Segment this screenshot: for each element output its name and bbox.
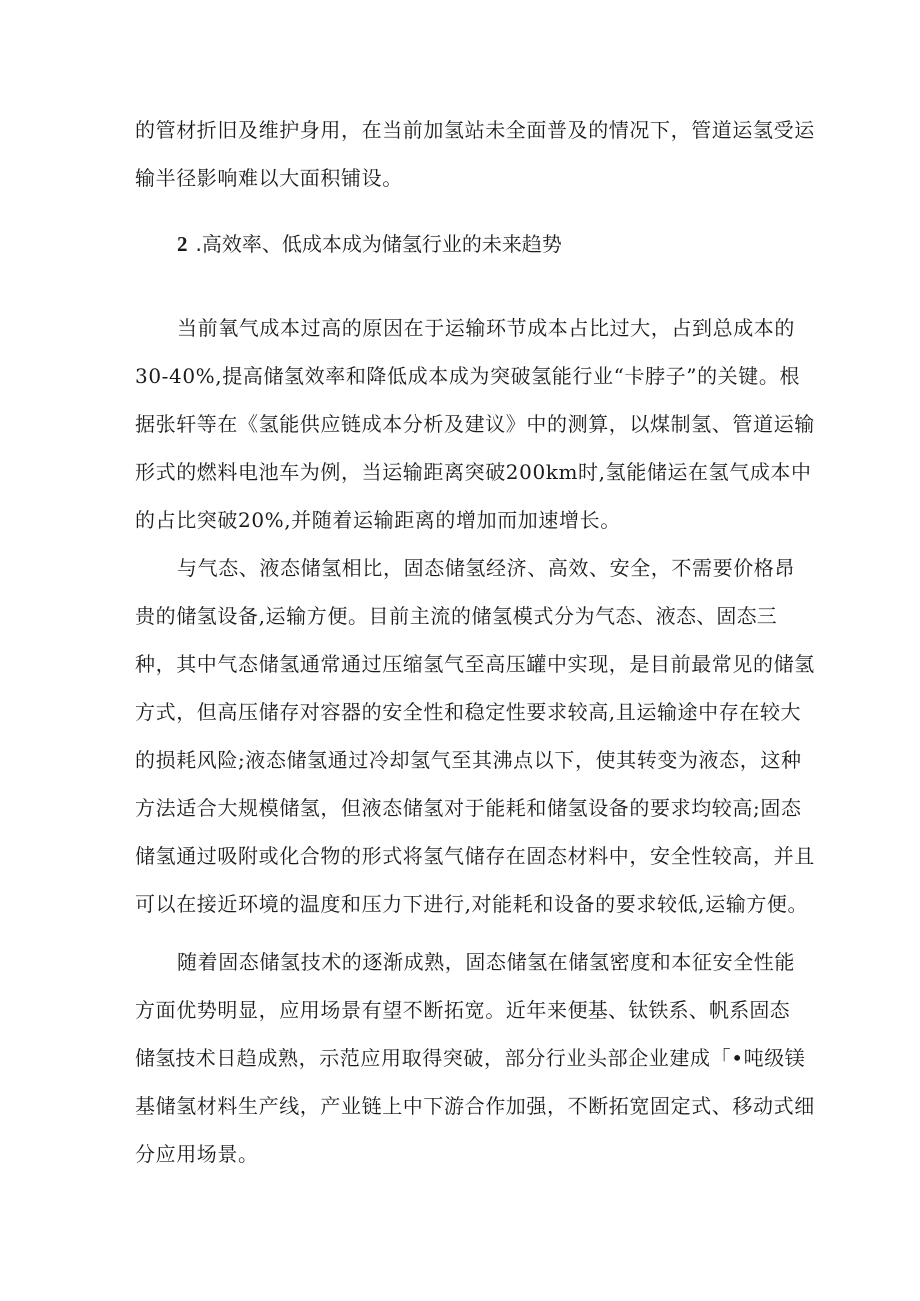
paragraph-line [135, 592, 795, 640]
emphasis-storage-modes: 气态、液态、固态 [595, 604, 757, 628]
text-run: 术日趋成熟，示范应用取得突破，部分行业头部企业建成「•吨级镁 [195, 1046, 806, 1070]
paragraph-line: 种，其中气态储氢通常通过压缩氢气至高压罐中实现，是目前最常见的储氢 [135, 652, 815, 676]
section-title: .高效率、低成本成为储氢行业的未来趋势 [195, 232, 562, 256]
section-number: 2 [177, 232, 188, 256]
paragraph-cost-analysis [135, 304, 815, 544]
paragraph-line: 方式，但高压储存对容器的安全性和稳定性要求较高,且运输途中存在较大 [135, 700, 802, 724]
paragraph-line: 基储氢材料生产线，产业链上中下游合作加强，不断拓宽固定式、移动式细 [135, 1094, 815, 1118]
paragraph-line: 输半径影响难以大面积铺设。 [135, 166, 403, 190]
text-run: 贵的储氢设备,运输方便。目前主流的储氢模式分为 [135, 604, 596, 628]
text-run: 方面优势明显，应用场景有望不断拓宽。近年来 [135, 998, 568, 1022]
text-run: 三 [756, 604, 778, 628]
paragraph-line: 储氢通过吸附或化合物的形式将氢气储存在固态材料中，安全性较高，并且 [135, 844, 815, 868]
paragraph-line: 可以在接近环境的温度和压力下进行,对能耗和设备的要求较低,运输方便。 [135, 892, 809, 916]
paragraph-line: 分应用场景。 [135, 1142, 259, 1166]
paragraph-line: 随着固态储氢技术的逐渐成熟，固态储氢在储氢密度和本征安全性能 [177, 950, 795, 974]
paragraph-line: 据张轩等在《氢能供应链成本分析及建议》中的测算，以煤制氢、管道运输 [135, 412, 815, 436]
paragraph-line [135, 1034, 806, 1082]
paragraph-line: 形式的燃料电池车为例，当运输距离突破200km时,氢能储运在氢气成本中 [135, 460, 812, 484]
paragraph-pipeline-transport [135, 106, 815, 202]
emphasis-technologies: 储氢技 [135, 1046, 196, 1070]
paragraph-line: 的占比突破20%,并随着运输距离的增加而加速增长。 [135, 508, 621, 532]
paragraph-line: 当前氧气成本过高的原因在于运输环节成本占比过大，占到总成本的 [177, 316, 795, 340]
paragraph-line: 的损耗风险;液态储氢通过冷却氢气至其沸点以下，使其转变为液态，这种 [135, 748, 802, 772]
section-heading [177, 224, 562, 264]
paragraph-line: 的管材折旧及维护身用，在当前加氢站未全面普及的情况下，管道运氢受运 [135, 118, 815, 142]
paragraph-storage-modes [135, 544, 815, 928]
paragraph-solid-storage [135, 938, 815, 1178]
paragraph-line: 方法适合大规模储氢，但液态储氢对于能耗和储氢设备的要求均较高;固态 [135, 796, 802, 820]
paragraph-line [135, 986, 795, 1034]
emphasis-technologies: 便基、钛铁系、帆系固态 [567, 998, 790, 1022]
paragraph-line: 与气态、液态储氢相比，固态储氢经济、高效、安全，不需要价格昂 [177, 556, 795, 580]
paragraph-line: 30-40%,提高储氢效率和降低成本成为突破氢能行业“卡脖子”的关键。根 [135, 364, 801, 388]
